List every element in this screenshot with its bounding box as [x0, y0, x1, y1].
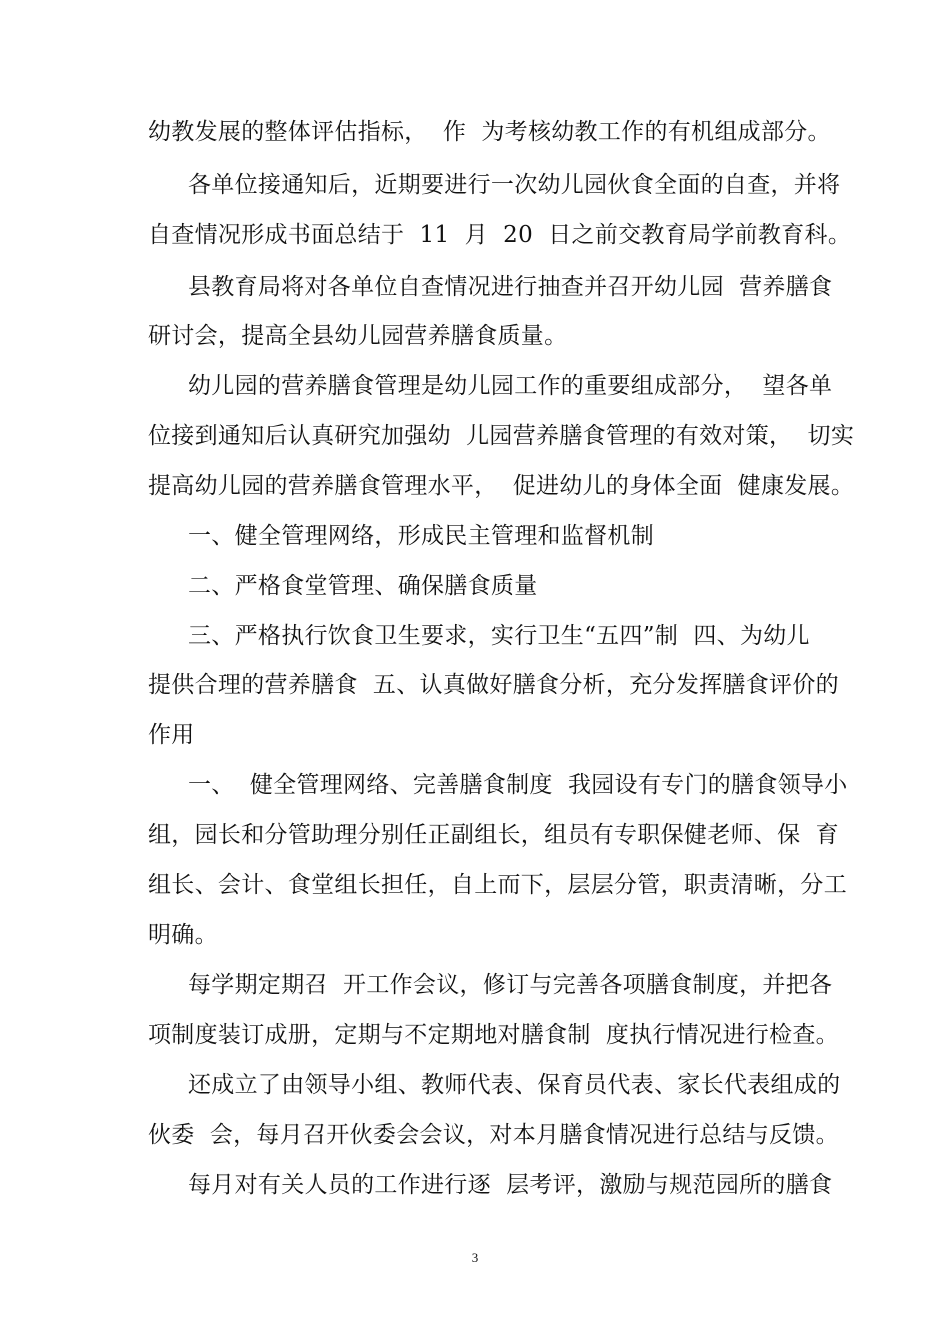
text-line: 县教育局将对各单位自查情况进行抽查并召开幼儿园 营养膳食 — [188, 274, 833, 300]
text-line: 明确。 — [148, 922, 218, 948]
text-line: 项制度装订成册，定期与不定期地对膳食制 度执行情况进行检查。 — [148, 1022, 839, 1048]
text-line: 每月对有关人员的工作进行逐 层考评，激励与规范园所的膳食 — [188, 1172, 833, 1198]
text-line: 组，园长和分管助理分别任正副组长，组员有专职保健老师、保 育 — [148, 822, 839, 848]
text-line: 三、严格执行饮食卫生要求，实行卫生“五四”制 四、为幼儿 — [188, 623, 810, 649]
text-line: 还成立了由领导小组、教师代表、保育员代表、家长代表组成的 — [188, 1072, 841, 1098]
text-line: 自查情况形成书面总结于 11 月 20 日之前交教育局学前教育科。 — [148, 222, 852, 248]
text-line: 幼儿园的营养膳食管理是幼儿园工作的重要组成部分， 望各单 — [188, 373, 833, 399]
text-line: 各单位接通知后，近期要进行一次幼儿园伙食全面的自查，并将 — [188, 172, 841, 198]
page-number: 3 — [471, 1250, 479, 1265]
text-line: 幼教发展的整体评估指标， 作 为考核幼教工作的有机组成部分。 — [148, 119, 831, 145]
text-line: 作用 — [148, 722, 195, 748]
text-line: 每学期定期召 开工作会议，修订与完善各项膳食制度，并把各 — [188, 972, 833, 998]
section-heading: 二、严格食堂管理、确保膳食质量 — [188, 573, 538, 599]
section-heading: 一、健全管理网络，形成民主管理和监督机制 — [188, 523, 654, 549]
text-line: 组长、会计、食堂组长担任，自上而下，层层分管，职责清晰，分工 — [148, 872, 847, 898]
text-line: 伙委 会，每月召开伙委会会议，对本月膳食情况进行总结与反馈。 — [148, 1122, 839, 1148]
text-line: 提高幼儿园的营养膳食管理水平， 促进幼儿的身体全面 健康发展。 — [148, 473, 855, 499]
text-line: 提供合理的营养膳食 五、认真做好膳食分析，充分发挥膳食评价的 — [148, 672, 839, 698]
text-line: 研讨会，提高全县幼儿园营养膳食质量。 — [148, 323, 568, 349]
text-line: 位接到通知后认真研究加强幼 儿园营养膳食管理的有效对策， 切实 — [148, 423, 855, 449]
text-line: 一、 健全管理网络、完善膳食制度 我园设有专门的膳食领导小 — [188, 772, 848, 798]
